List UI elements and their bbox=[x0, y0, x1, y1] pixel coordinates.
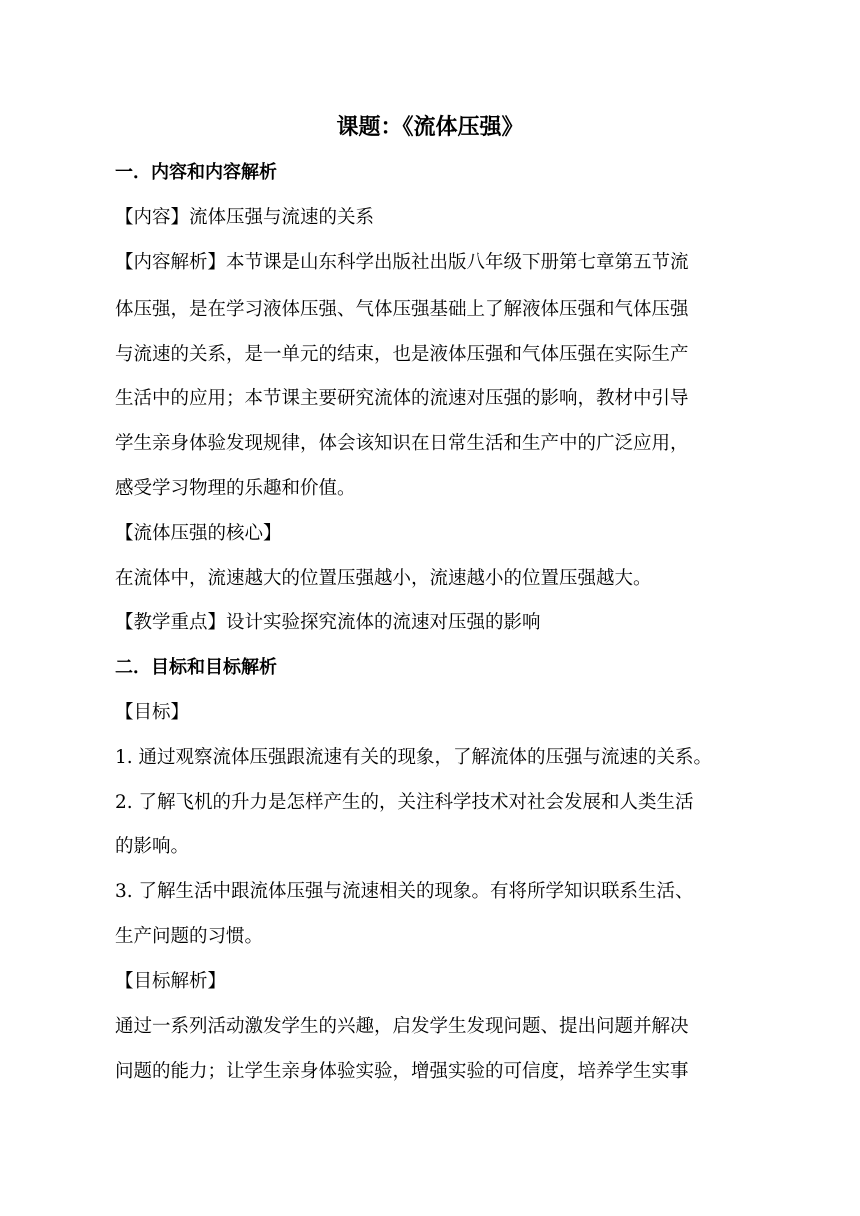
goal-label: 【目标】 bbox=[115, 702, 190, 723]
content-analysis-line-2: 体压强，是在学习液体压强、气体压强基础上了解液体压强和气体压强 bbox=[115, 299, 689, 320]
section-2-heading: 二．目标和目标解析 bbox=[115, 657, 277, 678]
goal-line-1: 1. 通过观察流体压强跟流速有关的现象，了解流体的压强与流速的关系。 bbox=[115, 747, 713, 768]
core-text: 在流体中，流速越大的位置压强越小，流速越小的位置压强越大。 bbox=[115, 568, 652, 589]
key-point-line: 【教学重点】设计实验探究流体的流速对压强的影响 bbox=[115, 612, 541, 633]
document-title: 课题：《流体压强》 bbox=[336, 115, 524, 140]
goal-line-4: 3. 了解生活中跟流体压强与流速相关的现象。有将所学知识联系生活、 bbox=[115, 881, 694, 902]
goal-analysis-line-1: 通过一系列活动激发学生的兴趣，启发学生发现问题、提出问题并解决 bbox=[115, 1016, 689, 1037]
goal-line-2: 2. 了解飞机的升力是怎样产生的，关注科学技术对社会发展和人类生活 bbox=[115, 792, 694, 813]
content-line: 【内容】流体压强与流速的关系 bbox=[115, 207, 375, 228]
content-analysis-line-1: 【内容解析】本节课是山东科学出版社出版八年级下册第七章第五节流 bbox=[115, 252, 689, 273]
goal-analysis-line-2: 问题的能力；让学生亲身体验实验，增强实验的可信度，培养学生实事 bbox=[115, 1061, 689, 1082]
goal-line-3: 的影响。 bbox=[115, 836, 190, 857]
section-1-heading: 一．内容和内容解析 bbox=[115, 162, 277, 183]
content-analysis-line-3: 与流速的关系，是一单元的结束，也是液体压强和气体压强在实际生产 bbox=[115, 344, 689, 365]
goal-line-5: 生产问题的习惯。 bbox=[115, 926, 264, 947]
core-label: 【流体压强的核心】 bbox=[115, 523, 282, 544]
goal-analysis-label: 【目标解析】 bbox=[115, 971, 227, 992]
content-analysis-line-5: 学生亲身体验发现规律，体会该知识在日常生活和生产中的广泛应用， bbox=[115, 433, 689, 454]
content-analysis-line-6: 感受学习物理的乐趣和价值。 bbox=[115, 478, 356, 499]
content-analysis-line-4: 生活中的应用；本节课主要研究流体的流速对压强的影响，教材中引导 bbox=[115, 388, 689, 409]
